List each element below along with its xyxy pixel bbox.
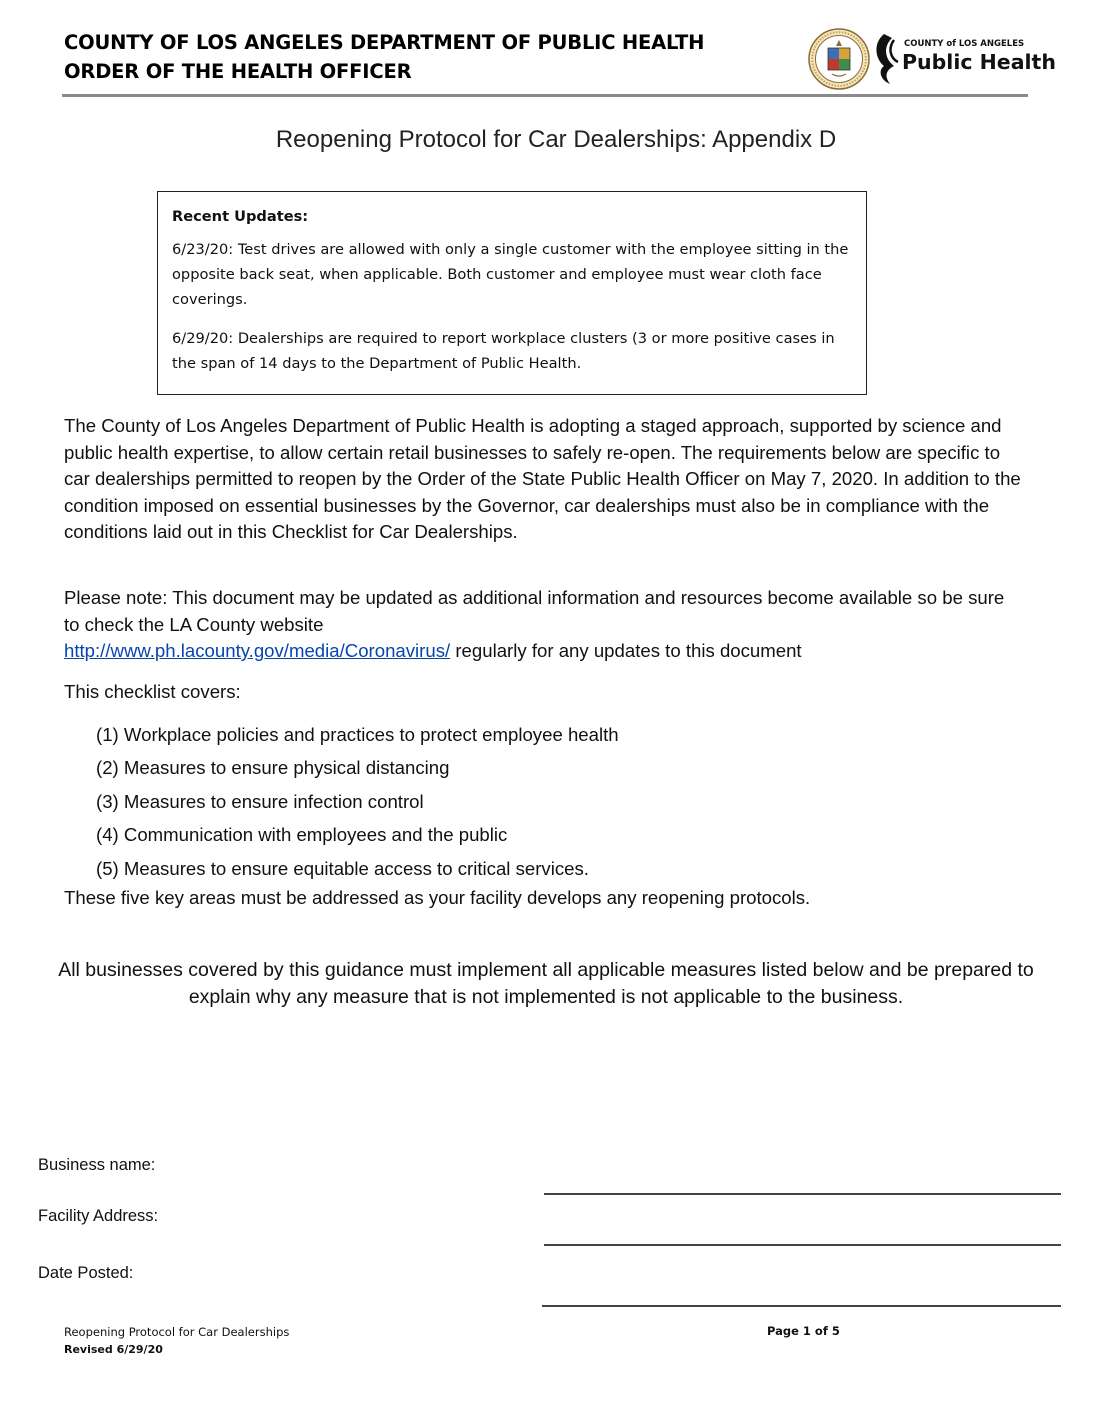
update-item: 6/29/20: Dealerships are required to report workplace clusters (3 or more positive cases in the span of 14 days to the Department of Public Health. <box>172 330 835 372</box>
business-name-field[interactable] <box>544 1193 1061 1195</box>
compliance-notice: All businesses covered by this guidance must implement all applicable measures listed below and be prepared to explain why any measure that is not implemented is not applicable to the business. <box>58 959 1034 1008</box>
list-item: (1) Workplace policies and practices to protect employee health <box>96 724 619 745</box>
list-item: (2) Measures to ensure physical distancing <box>96 757 450 779</box>
footer-doc-name: Reopening Protocol for Car Dealerships <box>64 1325 290 1339</box>
header-divider <box>62 94 1028 97</box>
list-item: (5) Measures to ensure equitable access to critical services. <box>96 857 589 879</box>
header-line-2: ORDER OF THE HEALTH OFFICER <box>64 60 412 83</box>
business-name-label: Business name: <box>38 1156 156 1174</box>
covers-label: This checklist covers: <box>64 681 241 702</box>
date-posted-field[interactable] <box>542 1305 1061 1307</box>
logo-bottom-text: Public Health <box>902 50 1056 74</box>
document-title: Reopening Protocol for Car Dealerships: Appendix D <box>275 126 837 153</box>
page-number: Page 1 of 5 <box>767 1324 840 1338</box>
facility-address-field[interactable] <box>544 1244 1061 1246</box>
note-paragraph <box>64 585 1024 665</box>
note-text: Please note: This document may be updated as additional information and resources become available so be sure to check the LA County website <box>64 587 1005 635</box>
footer-doc-info <box>64 1324 289 1358</box>
list-item: (4) Communication with employees and the public <box>96 824 508 846</box>
key-areas-text: These five key areas must be addressed as your facility develops any reopening protocols. <box>64 887 811 908</box>
county-seal-icon <box>808 28 870 90</box>
intro-paragraph: The County of Los Angeles Department of Public Health is adopting a staged approach, supported by science and public health expertise, to allow certain retail businesses to safely re-open. The requirements below are specific to car dealerships permitted to reopen by the Order of the State Public Health Officer on May 7, 2020. In addition to the condition imposed on essential businesses by the Governor, car dealerships must also be in compliance with the conditions laid out in this Checklist for Car Dealerships. <box>64 415 1021 542</box>
note-text-after: regularly for any updates to this document <box>450 640 802 661</box>
update-item: 6/23/20: Test drives are allowed with only a single customer with the employee sitting in the opposite back seat, when applicable. Both customer and employee must wear cloth face coverings. <box>172 241 849 308</box>
public-health-logo <box>874 30 1056 86</box>
header-line-1: COUNTY OF LOS ANGELES DEPARTMENT OF PUBLIC HEALTH <box>64 31 705 54</box>
logo-top-text: COUNTY of LOS ANGELES <box>904 39 1025 49</box>
recent-updates-box <box>157 191 867 395</box>
header-title <box>64 28 704 86</box>
coronavirus-website-link[interactable]: http://www.ph.lacounty.gov/media/Coronavirus/ <box>64 640 451 661</box>
date-posted-label: Date Posted: <box>38 1264 134 1282</box>
footer-revised: Revised 6/29/20 <box>64 1343 163 1356</box>
facility-address-label: Facility Address: <box>38 1207 159 1225</box>
covers-list <box>96 718 619 885</box>
list-item: (3) Measures to ensure infection control <box>96 790 424 812</box>
recent-updates-heading: Recent Updates: <box>172 208 309 225</box>
